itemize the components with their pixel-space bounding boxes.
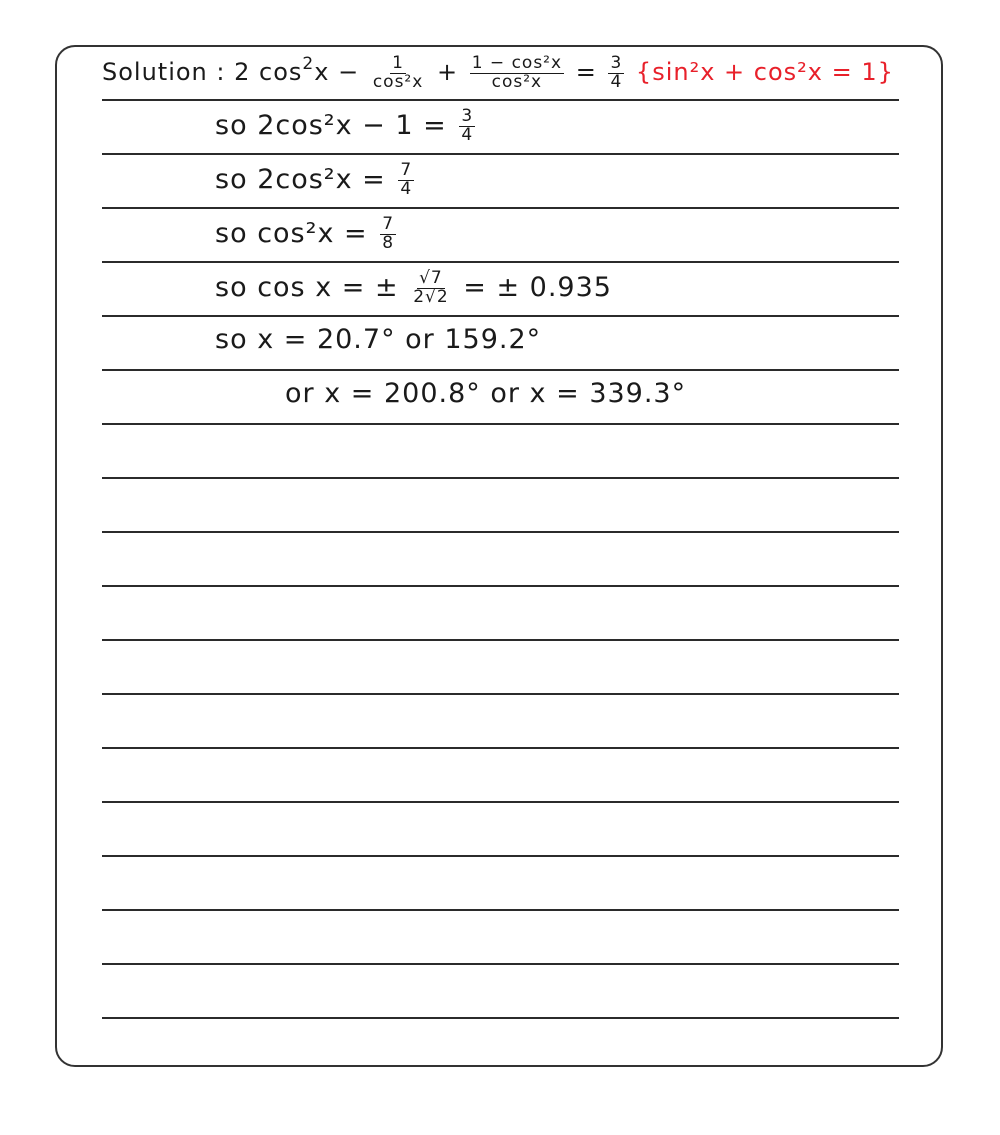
step-expression: x = 20.7° or 159.2° [257, 324, 542, 355]
step-prefix: so [215, 163, 248, 195]
ruled-line [102, 585, 899, 587]
step-expression: cos x = ± [257, 271, 409, 303]
ruled-line [102, 963, 899, 965]
step-fraction: $\frac{√7}{2√2}$ [413, 268, 449, 307]
step-fraction: $\frac{3}{4}$ [461, 106, 474, 145]
ruled-line [102, 369, 899, 371]
solution-label: Solution : [102, 58, 226, 86]
step-line-5 [215, 270, 612, 307]
ruled-line [102, 315, 899, 317]
step-line-4 [215, 216, 399, 253]
step-result: = ± 0.935 [463, 271, 612, 303]
equals-sign: = [575, 58, 597, 86]
ruled-line [102, 531, 899, 533]
fraction-1-minus-cos2x: $\frac{\text{1 − cos²x}}{\text{cos²x}}$ [471, 52, 563, 92]
step-prefix: so [215, 109, 248, 141]
identity-note: {sin²x + cos²x = 1} [635, 58, 894, 86]
worksheet-frame [55, 45, 943, 1067]
solution-line [102, 54, 894, 91]
minus-sign: − [338, 58, 360, 86]
step-expression: or x = 200.8° or x = 339.3° [285, 378, 687, 409]
ruled-line [102, 855, 899, 857]
ruled-line [102, 261, 899, 263]
ruled-line [102, 909, 899, 911]
step-line-7 [285, 378, 686, 409]
ruled-line [102, 801, 899, 803]
fraction-three-quarters: $\frac{3}{4}$ [610, 52, 623, 92]
step-line-2 [215, 108, 478, 145]
step-expression: cos²x = [257, 217, 378, 249]
step-expression: 2cos²x = [257, 163, 396, 195]
step-fraction: $\frac{7}{8}$ [382, 214, 395, 253]
plus-sign: + [436, 58, 459, 86]
ruled-line [102, 639, 899, 641]
step-line-6 [215, 324, 541, 355]
step-prefix: so [215, 217, 248, 249]
step-fraction: $\frac{7}{4}$ [400, 160, 413, 199]
step-prefix: so [215, 271, 248, 303]
ruled-line [102, 153, 899, 155]
step-expression: 2cos²x − 1 = [257, 109, 457, 141]
ruled-line [102, 423, 899, 425]
fraction-1-over-cos2x: $\frac{1}{\text{cos²x}}$ [372, 52, 424, 92]
ruled-line [102, 747, 899, 749]
ruled-line [102, 99, 899, 101]
ruled-line [102, 207, 899, 209]
ruled-line [102, 693, 899, 695]
term-2cos2x: 2 $\cos^2x$ [234, 54, 330, 86]
ruled-line [102, 477, 899, 479]
ruled-line [102, 1017, 899, 1019]
step-line-3 [215, 162, 417, 199]
step-prefix: so [215, 324, 248, 355]
